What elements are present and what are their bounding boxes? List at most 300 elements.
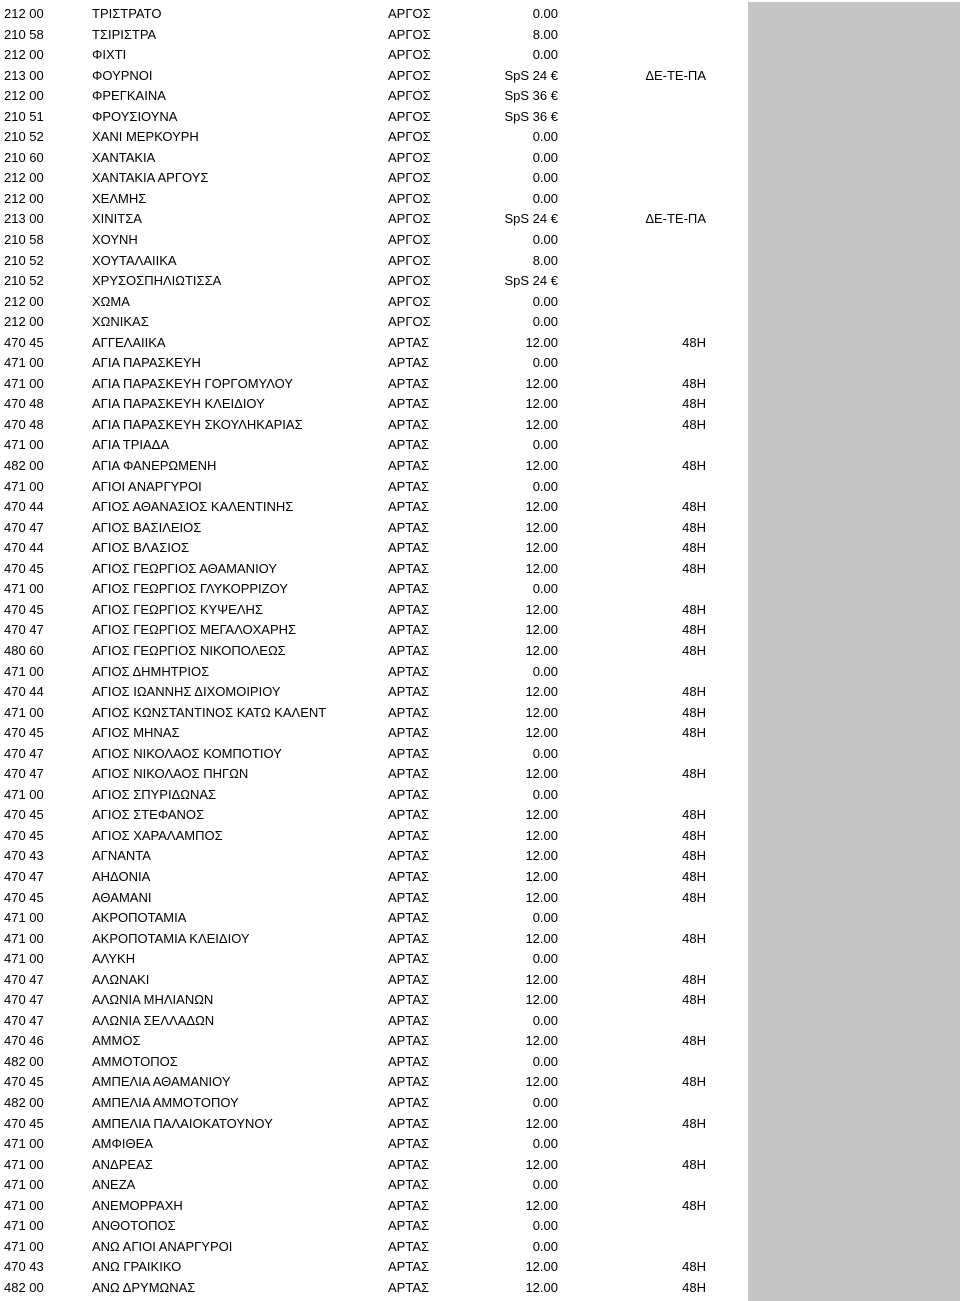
area-cell: ΑΡΓΟΣ [388,67,431,83]
postal-code-cell: 480 60 [4,642,44,658]
charge-value-cell: 12.00 [525,889,558,905]
postal-code-cell: 470 46 [4,1033,44,1049]
table-row [0,45,748,66]
table-row [0,970,748,991]
charge-value-cell: 0.00 [532,1012,558,1028]
area-cell: ΑΡΓΟΣ [388,314,431,330]
delivery-time-cell: 48Η [682,601,706,617]
table-row [0,990,748,1011]
locality-name-cell: ΑΗΔΟΝΙΑ [92,868,151,884]
area-cell: ΑΡΤΑΣ [388,786,430,802]
charge-value-cell: 12.00 [525,848,558,864]
charge-value-cell: 12.00 [525,642,558,658]
locality-name-cell: ΑΜΜΟΤΟΠΟΣ [92,1053,178,1069]
postal-code-cell: 212 00 [4,190,44,206]
table-row [0,888,748,909]
area-cell: ΑΡΤΑΣ [388,1197,430,1213]
delivery-time-cell: 48Η [682,766,706,782]
locality-name-cell: ΧΕΛΜΗΣ [92,190,147,206]
area-cell: ΑΡΤΑΣ [388,416,430,432]
table-row [0,25,748,46]
postal-code-cell: 482 00 [4,1094,44,1110]
area-cell: ΑΡΓΟΣ [388,149,431,165]
charge-value-cell: 12.00 [525,334,558,350]
locality-name-cell: ΑΛΩΝΙΑ ΜΗΛΙΑΝΩΝ [92,992,214,1008]
area-cell: ΑΡΓΟΣ [388,232,431,248]
table-row [0,1031,748,1052]
area-cell: ΑΡΓΟΣ [388,47,431,63]
postal-code-cell: 212 00 [4,293,44,309]
delivery-time-cell: 48Η [682,396,706,412]
area-cell: ΑΡΓΟΣ [388,252,431,268]
charge-value-cell: 0.00 [532,6,558,21]
table-row [0,477,748,498]
postal-code-cell: 482 00 [4,1279,44,1295]
locality-name-cell: ΑΝΘΟΤΟΠΟΣ [92,1218,176,1234]
table-row [0,292,748,313]
delivery-time-cell: 48Η [682,971,706,987]
charge-value-cell: 12.00 [525,375,558,391]
charge-value-cell: 12.00 [525,1197,558,1213]
area-cell: ΑΡΤΑΣ [388,766,430,782]
locality-name-cell: ΦΡΕΓΚΑΙΝΑ [92,88,166,104]
table-row [0,723,748,744]
postal-code-cell: 212 00 [4,88,44,104]
locality-name-cell: ΑΓΙΟΣ ΓΕΩΡΓΙΟΣ ΝΙΚΟΠΟΛΕΩΣ [92,642,286,658]
delivery-time-cell: 48Η [682,1156,706,1172]
charge-value-cell: 12.00 [525,396,558,412]
area-cell: ΑΡΤΑΣ [388,1053,430,1069]
charge-value-cell: 12.00 [525,704,558,720]
postal-code-cell: 470 45 [4,1074,44,1090]
charge-value-cell: 0.00 [532,314,558,330]
table-row [0,1216,748,1237]
locality-name-cell: ΑΛΥΚΗ [92,951,136,967]
postal-code-cell: 470 44 [4,540,44,556]
locality-name-cell: ΧΟΥΤΑΛΑΙΙΚΑ [92,252,177,268]
locality-name-cell: ΑΚΡΟΠΟΤΑΜΙΑ [92,910,187,926]
area-cell: ΑΡΤΑΣ [388,704,430,720]
charge-value-cell: 0.00 [532,170,558,186]
charge-value-cell: 12.00 [525,992,558,1008]
postal-code-cell: 470 45 [4,807,44,823]
area-cell: ΑΡΤΑΣ [388,725,430,741]
delivery-time-cell: 48Η [682,540,706,556]
table-row [0,1257,748,1278]
postal-code-cell: 471 00 [4,786,44,802]
postal-code-cell: 470 47 [4,1012,44,1028]
locality-name-cell: ΦΙΧΤΙ [92,47,127,63]
locality-name-cell: ΑΓΙΟΣ ΔΗΜΗΤΡΙΟΣ [92,663,210,679]
area-cell: ΑΡΤΑΣ [388,458,430,474]
charge-value-cell: 0.00 [532,1136,558,1152]
area-cell: ΑΡΤΑΣ [388,971,430,987]
table-row [0,127,748,148]
postal-code-cell: 471 00 [4,704,44,720]
locality-name-cell: ΑΝΩ ΓΡΑΙΚΙΚΟ [92,1259,182,1275]
area-cell: ΑΡΤΑΣ [388,499,430,515]
postal-code-cell: 210 60 [4,149,44,165]
area-cell: ΑΡΤΑΣ [388,951,430,967]
charge-value-cell: SpS 36 € [504,108,558,124]
table-row [0,251,748,272]
postal-code-cell: 210 58 [4,232,44,248]
locality-name-cell: ΑΓΙΟΙ ΑΝΑΡΓΥΡΟΙ [92,478,202,494]
delivery-time-cell: 48Η [682,684,706,700]
locality-name-cell: ΑΓΙΑ ΠΑΡΑΣΚΕΥΗ ΚΛΕΙΔΙΟΥ [92,396,265,412]
area-cell: ΑΡΤΑΣ [388,1074,430,1090]
locality-name-cell: ΦΡΟΥΣΙΟΥΝΑ [92,108,178,124]
locality-name-cell: ΑΛΩΝΑΚΙ [92,971,150,987]
postal-code-cell: 471 00 [4,581,44,597]
area-cell: ΑΡΤΑΣ [388,642,430,658]
charge-value-cell: SpS 24 € [504,211,558,227]
charge-value-cell: 0.00 [532,951,558,967]
table-row [0,929,748,950]
table-row [0,168,748,189]
locality-name-cell: ΦΟΥΡΝΟΙ [92,67,153,83]
delivery-time-cell: 48Η [682,642,706,658]
table-row [0,497,748,518]
delivery-time-cell: 48Η [682,1033,706,1049]
locality-name-cell: ΑΓΙΟΣ ΒΛΑΣΙΟΣ [92,540,190,556]
charge-value-cell: 12.00 [525,1033,558,1049]
charge-value-cell: 12.00 [525,807,558,823]
delivery-time-cell: 48Η [682,704,706,720]
locality-name-cell: ΑΓΙΟΣ ΚΩΝΣΤΑΝΤΙΝΟΣ ΚΑΤΩ ΚΑΛΕΝΤ [92,704,327,720]
table-row [0,189,748,210]
locality-name-cell: ΑΓΙΑ ΤΡΙΑΔΑ [92,437,170,453]
locality-name-cell: ΑΓΙΟΣ ΓΕΩΡΓΙΟΣ ΚΥΨΕΛΗΣ [92,601,263,617]
postal-code-cell: 470 44 [4,499,44,515]
postal-code-cell: 470 45 [4,334,44,350]
table-row [0,333,748,354]
charge-value-cell: 0.00 [532,745,558,761]
table-row [0,209,748,230]
table-row [0,785,748,806]
area-cell: ΑΡΤΑΣ [388,1156,430,1172]
area-cell: ΑΡΤΑΣ [388,396,430,412]
locality-name-cell: ΑΝΩ ΑΓΙΟΙ ΑΝΑΡΓΥΡΟΙ [92,1238,233,1254]
charge-value-cell: 0.00 [532,1218,558,1234]
locality-name-cell: ΧΑΝΤΑΚΙΑ [92,149,156,165]
locality-name-cell: ΧΩΜΑ [92,293,130,309]
delivery-time-cell: 48Η [682,725,706,741]
table-row [0,949,748,970]
postal-code-cell: 471 00 [4,1218,44,1234]
delivery-time-cell: 48Η [682,1115,706,1131]
table-row [0,538,748,559]
delivery-time-cell: 48Η [682,1197,706,1213]
area-cell: ΑΡΤΑΣ [388,1238,430,1254]
locality-name-cell: ΑΜΠΕΛΙΑ ΑΜΜΟΤΟΠΟΥ [92,1094,239,1110]
charge-value-cell: 0.00 [532,129,558,145]
delivery-time-cell: 48Η [682,1074,706,1090]
table-row [0,846,748,867]
locality-name-cell: ΑΓΙΟΣ ΓΕΩΡΓΙΟΣ ΜΕΓΑΛΟΧΑΡΗΣ [92,622,297,638]
postal-code-cell: 470 45 [4,889,44,905]
table-row [0,1155,748,1176]
charge-value-cell: 12.00 [525,930,558,946]
area-cell: ΑΡΤΑΣ [388,827,430,843]
locality-name-cell: ΑΓΙΟΣ ΓΕΩΡΓΙΟΣ ΓΛΥΚΟΡΡΙΖΟΥ [92,581,288,597]
postal-code-cell: 482 00 [4,458,44,474]
charge-value-cell: 12.00 [525,1279,558,1295]
area-cell: ΑΡΤΑΣ [388,478,430,494]
postal-code-cell: 470 47 [4,868,44,884]
locality-name-cell: ΑΓΙΟΣ ΣΤΕΦΑΝΟΣ [92,807,205,823]
postal-code-cell: 470 47 [4,519,44,535]
delivery-time-cell: 48Η [682,375,706,391]
postal-code-cell: 470 45 [4,1115,44,1131]
table-row [0,641,748,662]
area-cell: ΑΡΤΑΣ [388,930,430,946]
locality-name-cell: ΑΓΙΑ ΦΑΝΕΡΩΜΕΝΗ [92,458,217,474]
table-row [0,1196,748,1217]
table-row [0,1134,748,1155]
locality-name-cell: ΧΡΥΣΟΣΠΗΛΙΩΤΙΣΣΑ [92,273,222,289]
locality-name-cell: ΑΝΕΖΑ [92,1177,136,1193]
locality-name-cell: ΑΓΙΟΣ ΑΘΑΝΑΣΙΟΣ ΚΑΛΕΝΤΙΝΗΣ [92,499,294,515]
area-cell: ΑΡΓΟΣ [388,190,431,206]
area-cell: ΑΡΤΑΣ [388,663,430,679]
table-row [0,1011,748,1032]
area-cell: ΑΡΓΟΣ [388,108,431,124]
area-cell: ΑΡΓΟΣ [388,273,431,289]
area-cell: ΑΡΤΑΣ [388,560,430,576]
area-cell: ΑΡΤΑΣ [388,848,430,864]
area-cell: ΑΡΤΑΣ [388,519,430,535]
area-cell: ΑΡΓΟΣ [388,170,431,186]
table-row [0,230,748,251]
postal-code-cell: 470 43 [4,1259,44,1275]
table-row [0,415,748,436]
table-row [0,374,748,395]
table-row [0,4,748,25]
charge-value-cell: SpS 36 € [504,88,558,104]
charge-value-cell: SpS 24 € [504,273,558,289]
postal-code-cell: 470 43 [4,848,44,864]
postal-code-cell: 210 52 [4,273,44,289]
postal-code-cell: 213 00 [4,67,44,83]
locality-name-cell: ΤΣΙΡΙΣΤΡΑ [92,26,157,42]
area-cell: ΑΡΤΑΣ [388,684,430,700]
charge-value-cell: 0.00 [532,47,558,63]
charge-value-cell: 12.00 [525,971,558,987]
table-row [0,518,748,539]
locality-name-cell: ΑΓΝΑΝΤΑ [92,848,151,864]
postal-code-cell: 210 52 [4,129,44,145]
charge-value-cell: 12.00 [525,725,558,741]
table-row [0,764,748,785]
table-row [0,559,748,580]
delivery-time-cell: 48Η [682,519,706,535]
locality-name-cell: ΑΓΙΟΣ ΣΠΥΡΙΔΩΝΑΣ [92,786,217,802]
locality-name-cell: ΧΑΝΙ ΜΕΡΚΟΥΡΗ [92,129,199,145]
locality-name-cell: ΑΓΙΟΣ ΙΩΑΝΝΗΣ ΔΙΧΟΜΟΙΡΙΟΥ [92,684,281,700]
table-row [0,682,748,703]
area-cell: ΑΡΤΑΣ [388,910,430,926]
locality-name-cell: ΧΙΝΙΤΣΑ [92,211,142,227]
locality-name-cell: ΑΚΡΟΠΟΤΑΜΙΑ ΚΛΕΙΔΙΟΥ [92,930,250,946]
area-cell: ΑΡΤΑΣ [388,868,430,884]
postal-code-cell: 482 00 [4,1053,44,1069]
charge-value-cell: 0.00 [532,1053,558,1069]
area-cell: ΑΡΤΑΣ [388,1279,430,1295]
table-row [0,703,748,724]
charge-value-cell: 0.00 [532,1238,558,1254]
table-row [0,620,748,641]
table-row [0,312,748,333]
charge-value-cell: 12.00 [525,766,558,782]
postal-code-cell: 470 47 [4,971,44,987]
charge-value-cell: 0.00 [532,910,558,926]
area-cell: ΑΡΤΑΣ [388,1177,430,1193]
delivery-time-cell: 48Η [682,992,706,1008]
charge-value-cell: 0.00 [532,293,558,309]
postal-code-cell: 470 44 [4,684,44,700]
charge-value-cell: 0.00 [532,437,558,453]
locality-name-cell: ΤΡΙΣΤΡΑΤΟ [92,6,162,21]
delivery-time-cell: 48Η [682,868,706,884]
locality-name-cell: ΧΟΥΝΗ [92,232,138,248]
charge-value-cell: 12.00 [525,499,558,515]
postal-code-cell: 212 00 [4,47,44,63]
locality-name-cell: ΑΓΙΟΣ ΜΗΝΑΣ [92,725,180,741]
table-row [0,600,748,621]
charge-value-cell: 12.00 [525,1074,558,1090]
charge-value-cell: 0.00 [532,149,558,165]
table-row [0,148,748,169]
table-row [0,66,748,87]
postal-code-cell: 470 45 [4,560,44,576]
charge-value-cell: 0.00 [532,663,558,679]
postal-code-cell: 470 47 [4,745,44,761]
charge-value-cell: 12.00 [525,622,558,638]
postal-code-cell: 471 00 [4,1136,44,1152]
table-row [0,1052,748,1073]
postal-area-table [0,4,748,1298]
area-cell: ΑΡΤΑΣ [388,601,430,617]
delivery-time-cell: 48Η [682,622,706,638]
charge-value-cell: 0.00 [532,232,558,248]
charge-value-cell: 12.00 [525,540,558,556]
area-cell: ΑΡΓΟΣ [388,293,431,309]
area-cell: ΑΡΓΟΣ [388,88,431,104]
charge-value-cell: 12.00 [525,1115,558,1131]
delivery-time-cell: ΔΕ-ΤΕ-ΠΑ [645,67,706,83]
postal-code-cell: 471 00 [4,1238,44,1254]
charge-value-cell: 0.00 [532,1177,558,1193]
area-cell: ΑΡΓΟΣ [388,6,431,21]
area-cell: ΑΡΓΟΣ [388,26,431,42]
area-cell: ΑΡΤΑΣ [388,1136,430,1152]
table-row [0,435,748,456]
table-row [0,107,748,128]
area-cell: ΑΡΤΑΣ [388,334,430,350]
area-cell: ΑΡΤΑΣ [388,1218,430,1234]
charge-value-cell: 12.00 [525,601,558,617]
delivery-time-cell: 48Η [682,1279,706,1295]
postal-code-cell: 210 52 [4,252,44,268]
table-row [0,579,748,600]
charge-value-cell: 0.00 [532,190,558,206]
delivery-time-cell: 48Η [682,334,706,350]
locality-name-cell: ΧΩΝΙΚΑΣ [92,314,149,330]
area-cell: ΑΡΤΑΣ [388,807,430,823]
delivery-time-cell: 48Η [682,827,706,843]
area-cell: ΑΡΤΑΣ [388,375,430,391]
delivery-time-cell: 48Η [682,416,706,432]
postal-code-cell: 471 00 [4,355,44,371]
area-cell: ΑΡΓΟΣ [388,129,431,145]
charge-value-cell: 12.00 [525,560,558,576]
area-cell: ΑΡΤΑΣ [388,1012,430,1028]
area-cell: ΑΡΤΑΣ [388,889,430,905]
table-row [0,394,748,415]
postal-code-cell: 212 00 [4,6,44,21]
delivery-time-cell: 48Η [682,848,706,864]
charge-value-cell: 0.00 [532,478,558,494]
locality-name-cell: ΑΓΙΟΣ ΒΑΣΙΛΕΙΟΣ [92,519,202,535]
charge-value-cell: 12.00 [525,1156,558,1172]
delivery-time-cell: 48Η [682,458,706,474]
postal-code-cell: 471 00 [4,1197,44,1213]
area-cell: ΑΡΤΑΣ [388,992,430,1008]
area-cell: ΑΡΤΑΣ [388,1033,430,1049]
charge-value-cell: 8.00 [532,252,558,268]
postal-code-cell: 470 45 [4,725,44,741]
charge-value-cell: SpS 24 € [504,67,558,83]
locality-name-cell: ΑΓΓΕΛΑΙΙΚΑ [92,334,166,350]
charge-value-cell: 12.00 [525,416,558,432]
postal-code-cell: 470 47 [4,622,44,638]
gray-side-panel [748,2,960,1301]
area-cell: ΑΡΤΑΣ [388,1115,430,1131]
area-cell: ΑΡΤΑΣ [388,622,430,638]
locality-name-cell: ΑΘΑΜΑΝΙ [92,889,152,905]
postal-code-cell: 471 00 [4,437,44,453]
postal-code-cell: 210 51 [4,108,44,124]
postal-code-cell: 213 00 [4,211,44,227]
locality-name-cell: ΑΓΙΑ ΠΑΡΑΣΚΕΥΗ [92,355,201,371]
charge-value-cell: 12.00 [525,458,558,474]
locality-name-cell: ΑΓΙΟΣ ΧΑΡΑΛΑΜΠΟΣ [92,827,223,843]
postal-code-cell: 212 00 [4,170,44,186]
postal-code-cell: 470 47 [4,992,44,1008]
table-row [0,805,748,826]
locality-name-cell: ΑΛΩΝΙΑ ΣΕΛΛΑΔΩΝ [92,1012,215,1028]
postal-code-cell: 471 00 [4,1156,44,1172]
charge-value-cell: 0.00 [532,1094,558,1110]
charge-value-cell: 12.00 [525,519,558,535]
postal-code-cell: 470 45 [4,827,44,843]
locality-name-cell: ΑΜΦΙΘΕΑ [92,1136,153,1152]
delivery-time-cell: ΔΕ-ΤΕ-ΠΑ [645,211,706,227]
charge-value-cell: 12.00 [525,868,558,884]
locality-name-cell: ΑΓΙΟΣ ΓΕΩΡΓΙΟΣ ΑΘΑΜΑΝΙΟΥ [92,560,278,576]
charge-value-cell: 12.00 [525,827,558,843]
locality-name-cell: ΑΓΙΑ ΠΑΡΑΣΚΕΥΗ ΣΚΟΥΛΗΚΑΡΙΑΣ [92,416,303,432]
postal-code-cell: 471 00 [4,951,44,967]
area-cell: ΑΡΤΑΣ [388,745,430,761]
area-cell: ΑΡΤΑΣ [388,355,430,371]
charge-value-cell: 0.00 [532,355,558,371]
postal-code-cell: 470 47 [4,766,44,782]
area-cell: ΑΡΤΑΣ [388,1259,430,1275]
area-cell: ΑΡΤΑΣ [388,540,430,556]
table-row [0,456,748,477]
